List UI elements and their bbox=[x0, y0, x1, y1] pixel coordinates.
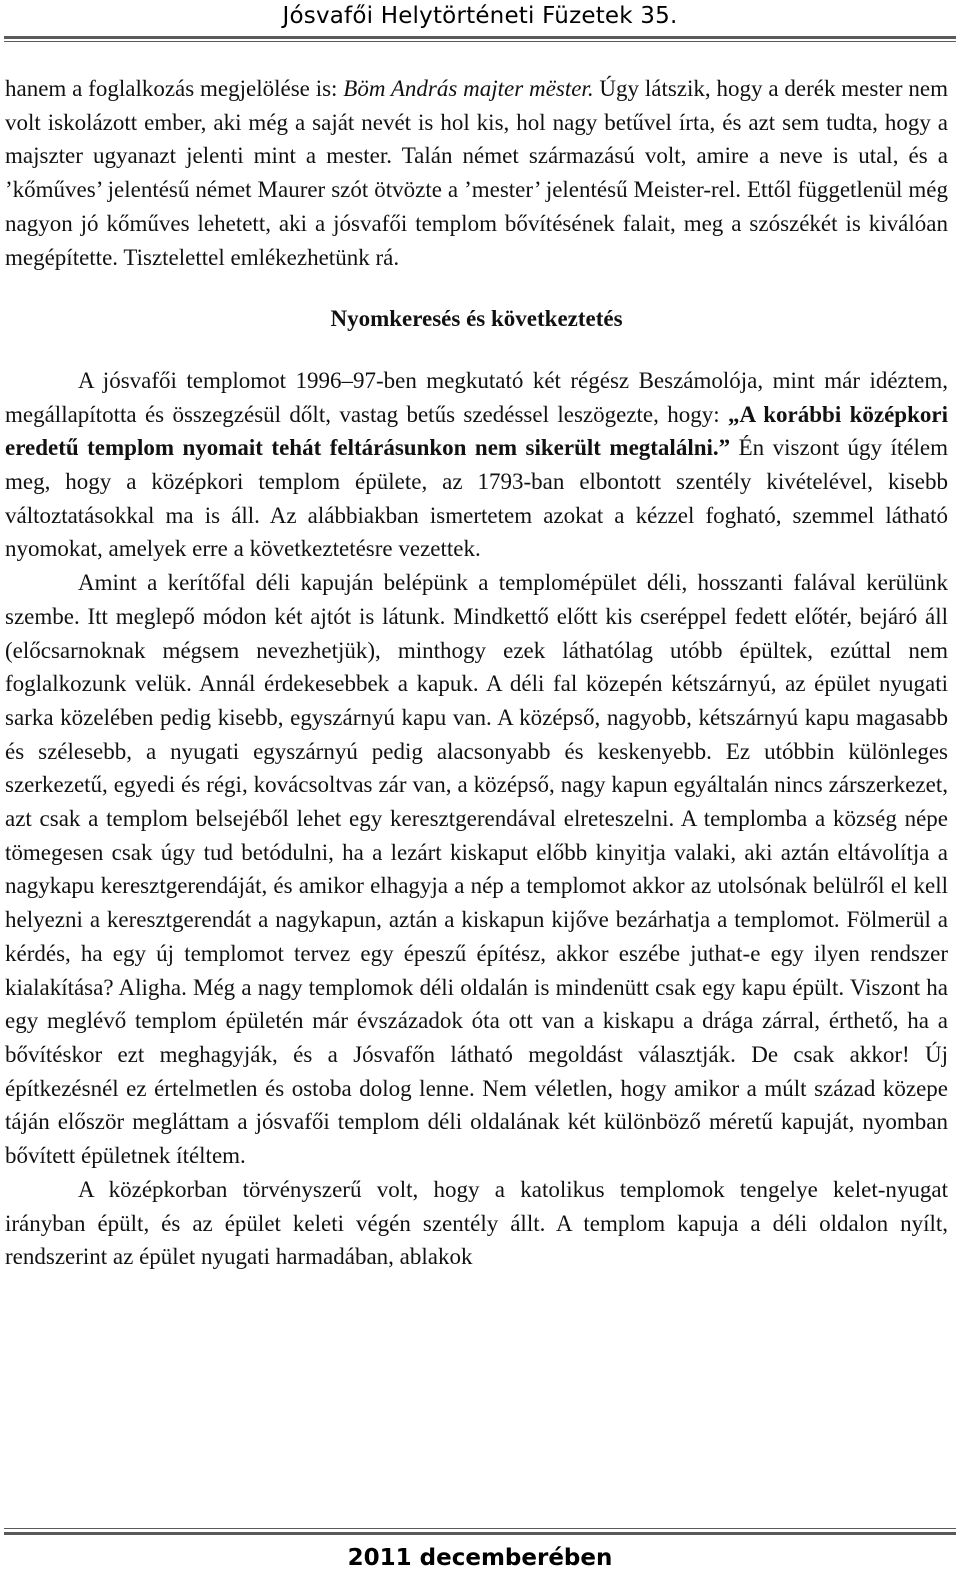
footer-rule-thin bbox=[4, 1528, 956, 1529]
paragraph-medieval: A középkorban törvényszerű volt, hogy a katolikus templomok tengelye kelet-nyugat irányban épült, és az épület keleti végén szentély állt. A templom kapuja a déli oldalon nyílt, rendszerint az épület nyugati harmadában, ablakok bbox=[5, 1176, 948, 1270]
intro-text-rest: Úgy látszik, hogy a derék mester nem volt iskolázott ember, aki még a saját nevét is hol kis, hol nagy betűvel írta, és azt sem tudta, hogy a majszter ugyanazt jelenti mint a mester. Talán német származású volt, amire a neve is utal, és a ’kőműves’ jelentésű német Maurer szót ötvözte a ’mester’ jelentésű Meister-rel. Ettől függetlenül még nagyon jó kőműves lehetett, aki a jósvafői templom bővítésének falait, meg a szószékét is kiválóan megépítette. Tisztelettel emlékezhetünk rá. bbox=[5, 76, 949, 270]
page-footer bbox=[0, 1524, 960, 1580]
paragraph-findings bbox=[5, 364, 948, 566]
intro-italic-quote: Böm András majter mëster. bbox=[343, 76, 594, 101]
paragraph-gates: Amint a kerítőfal déli kapuján belépünk a templomépület déli, hosszanti falával kerülünk szembe. Itt meglepő módon két ajtót is látunk. Mindkettő előtt kis cseréppel fedett előtér, bejáró áll (előcsarnoknak mégsem nevezhetjük), minthogy ezek láthatólag utóbb épültek, ezúttal nem foglalkozunk velük. Annál érdekesebbek a kapuk. A déli fal közepén kétszárnyú, az épület nyugati sarka közelében pedig kisebb, egyszárnyú kapu van. A középső, nagyobb, kétszárnyú kapu magasabb és szélesebb, a nyugati egyszárnyú pedig alacsonyabb és keskenyebb. Ez utóbbin különleges szerkezetű, egyedi és régi, kovácsoltvas zár van, a középső, nagy kapun egyáltalán nincs zárszerkezet, azt csak a templom belsejéből lehet egy keresztgerendával elreteszelni. A templomba a község népe tömegesen csak úgy tud betódulni, ha a lezárt kiskaput előbb kinyitja valaki, aki aztán eltávolítja a nagykapu keresztgerendáját, és amikor elhagyja a nép a templomot akkor az utolsónak belülről el kell helyezni a keresztgerendát a nagykapun, aztán a kiskapun kijőve bezárhatja a templomot. Fölmerül a kérdés, ha egy új templomot tervez egy épeszű építész, akkor eszébe juthat-e egy ilyen rendszer kialakítása? Aligha. Még a nagy templomok déli oldalán is mindenütt csak egy kapu épült. Viszont ha egy meglévő templom épületén már évszázadok óta ott van a kiskapu a drága zárral, érthető, ha a bővítéskor ezt meghagyják, és a Jósvafőn látható megoldást választják. De csak akkor! Új építkezésnél ez értelmetlen és ostoba dolog lenne. Nem véletlen, hogy amikor a múlt század közepe táján először megláttam a jósvafői templom déli oldalának két különböző méretű kapuját, nyomban bővített épületnek ítéltem. bbox=[5, 570, 948, 1169]
page-header bbox=[0, 0, 960, 44]
findings-text-start: A jósvafői templomot 1996–97-ben megkutató két régész Beszámolója, mint már idéztem, megállapította és összegzésül dőlt, vastag betűs szedéssel leszögezte, hogy: bbox=[5, 367, 948, 427]
findings-bold-quote: „A korábbi középkori eredetű templom nyomait tehát feltárásunkon nem sikerült megtalálni.” bbox=[5, 401, 948, 461]
footer-date: 2011 decemberében bbox=[347, 1545, 613, 1571]
intro-text-start: hanem a foglalkozás megjelölése is: bbox=[5, 76, 344, 101]
article-body bbox=[5, 72, 948, 1274]
header-rule-thick bbox=[4, 36, 956, 39]
section-heading: Nyomkeresés és következtetés bbox=[330, 306, 623, 332]
findings-text-rest: Én viszont úgy ítélem meg, hogy a középkori templom épülete, az 1793-ban elbontott szentély kivételével, kisebb változtatásokkal ma is áll. Az alábbiakban ismertetem azokat a kézzel fogható, szemmel látható nyomokat, amelyek erre a következtetésre vezettek. bbox=[5, 435, 948, 562]
header-title: Jósvafői Helytörténeti Füzetek 35. bbox=[282, 3, 678, 29]
footer-rule-thick bbox=[4, 1532, 956, 1535]
header-rule-thin bbox=[4, 41, 956, 42]
intro-paragraph bbox=[5, 72, 948, 274]
